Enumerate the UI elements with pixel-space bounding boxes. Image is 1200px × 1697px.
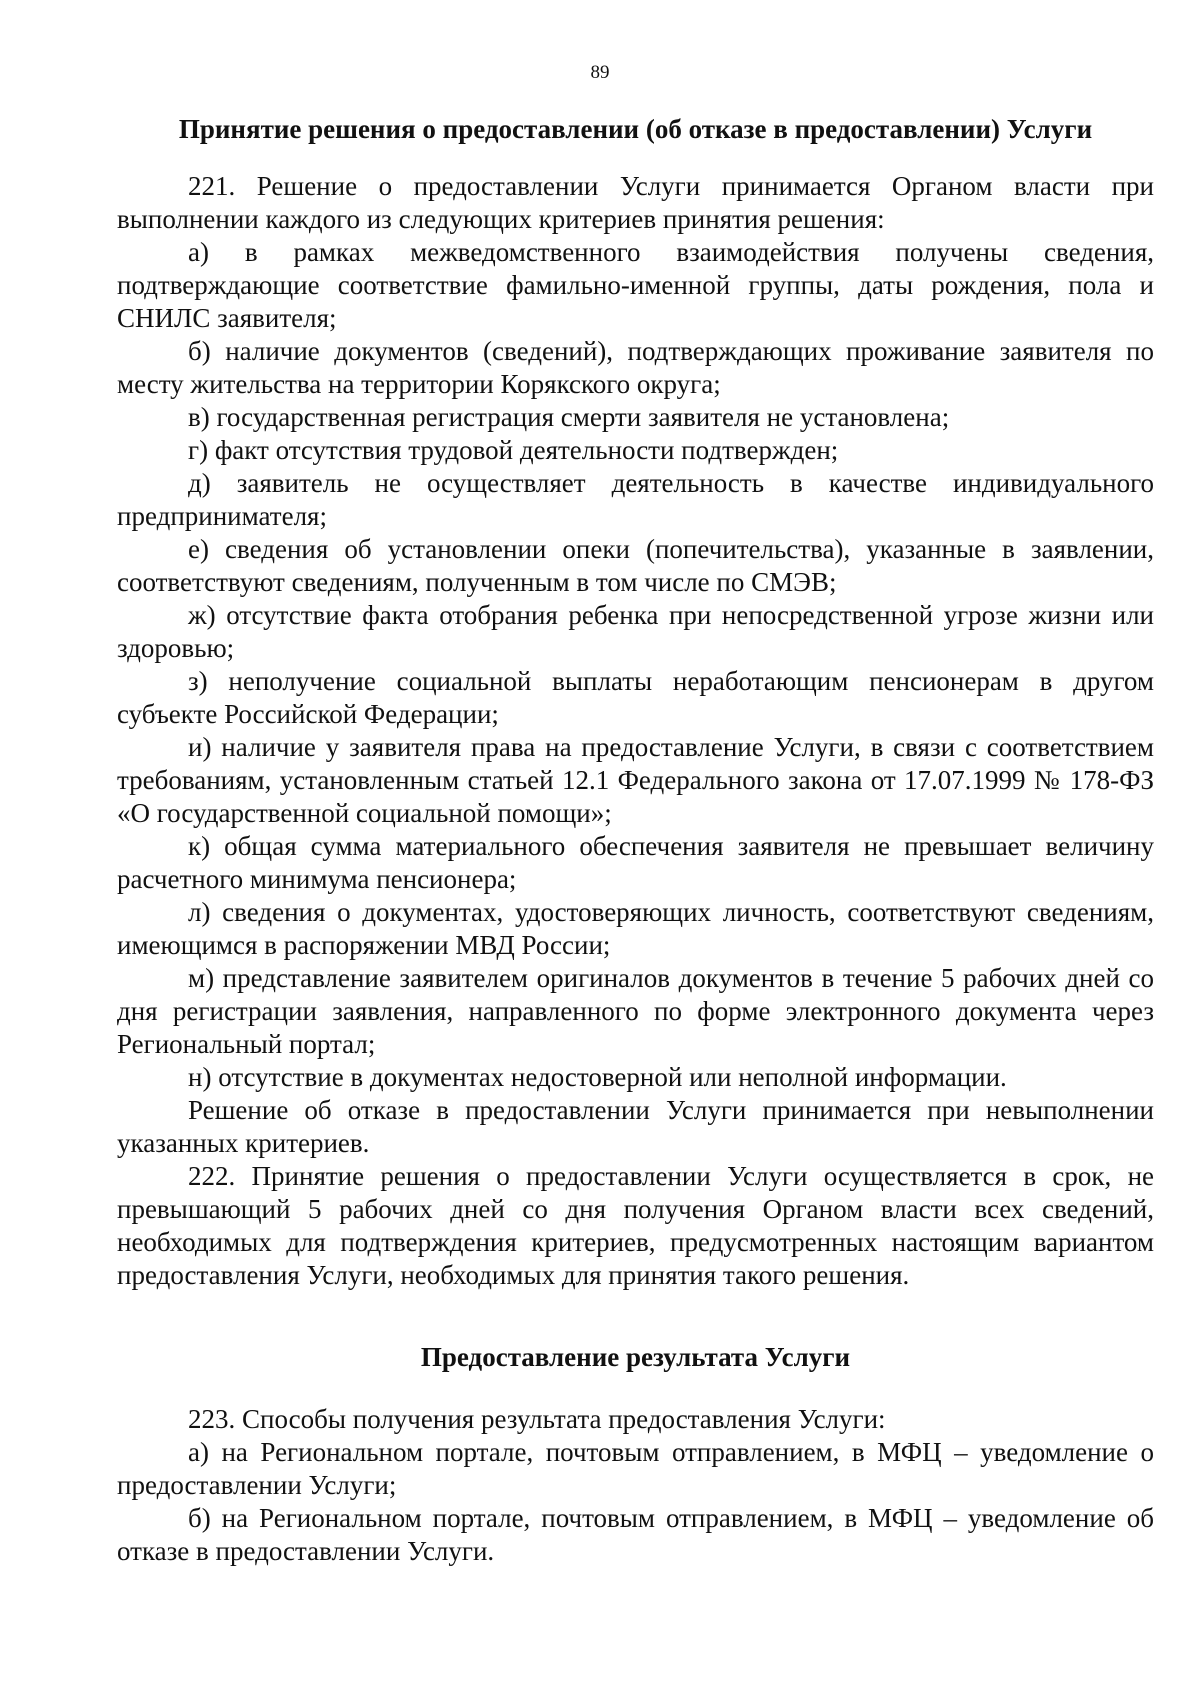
criterion-z: з) неполучение социальной выплаты неработающим пенсионерам в другом субъекте Российской Федерации; [117, 666, 1154, 729]
result-method-b: б) на Региональном портале, почтовым отправлением, в МФЦ – уведомление об отказе в предоставлении Услуги. [117, 1503, 1154, 1566]
paragraph-223: 223. Способы получения результата предоставления Услуги: [188, 1404, 886, 1434]
result-method-a: а) на Региональном портале, почтовым отправлением, в МФЦ – уведомление о предоставлении Услуги; [117, 1437, 1154, 1500]
criterion-l: л) сведения о документах, удостоверяющих личность, соответствуют сведениям, имеющимся в распоряжении МВД России; [117, 897, 1154, 960]
refusal-paragraph: Решение об отказе в предоставлении Услуги принимается при невыполнении указанных критериев. [117, 1095, 1154, 1158]
document-body [117, 113, 1154, 1568]
criterion-g: г) факт отсутствия трудовой деятельности подтвержден; [188, 435, 839, 465]
criterion-m: м) представление заявителем оригиналов документов в течение 5 рабочих дней со дня регистрации заявления, направленного по форме электронного документа через Региональный портал; [117, 963, 1154, 1059]
section-heading-decision: Принятие решения о предоставлении (об отказе в предоставлении) Услуги [178, 114, 1093, 144]
criterion-k: к) общая сумма материального обеспечения заявителя не превышает величину расчетного минимума пенсионера; [117, 831, 1154, 894]
page-number: 89 [590, 62, 610, 83]
criterion-v: в) государственная регистрация смерти заявителя не установлена; [188, 402, 950, 432]
criterion-b: б) наличие документов (сведений), подтверждающих проживание заявителя по месту жительства на территории Корякского округа; [117, 336, 1154, 399]
section-heading-result: Предоставление результата Услуги [420, 1342, 851, 1372]
criterion-n: н) отсутствие в документах недостоверной или неполной информации. [188, 1062, 1007, 1092]
criterion-zh: ж) отсутствие факта отобрания ребенка при непосредственной угрозе жизни или здоровью; [117, 600, 1154, 663]
paragraph-222: 222. Принятие решения о предоставлении Услуги осуществляется в срок, не превышающий 5 рабочих дней со дня получения Органом власти всех сведений, необходимых для подтверждения критериев, предусмотренных настоящим вариантом предоставления Услуги, необходимых для принятия такого решения. [117, 1161, 1154, 1290]
paragraph-221: 221. Решение о предоставлении Услуги принимается Органом власти при выполнении каждого из следующих критериев принятия решения: [117, 171, 1154, 234]
criterion-d: д) заявитель не осуществляет деятельность в качестве индивидуального предпринимателя; [117, 468, 1154, 531]
criterion-a: а) в рамках межведомственного взаимодействия получены сведения, подтверждающие соответствие фамильно-именной группы, даты рождения, пола и СНИЛС заявителя; [117, 237, 1154, 333]
criterion-i: и) наличие у заявителя права на предоставление Услуги, в связи с соответствием требованиям, установленным статьей 12.1 Федерального закона от 17.07.1999 № 178-ФЗ «О государственной социальной помощи»; [117, 732, 1154, 828]
criterion-e: е) сведения об установлении опеки (попечительства), указанные в заявлении, соответствуют сведениям, полученным в том числе по СМЭВ; [117, 534, 1154, 597]
